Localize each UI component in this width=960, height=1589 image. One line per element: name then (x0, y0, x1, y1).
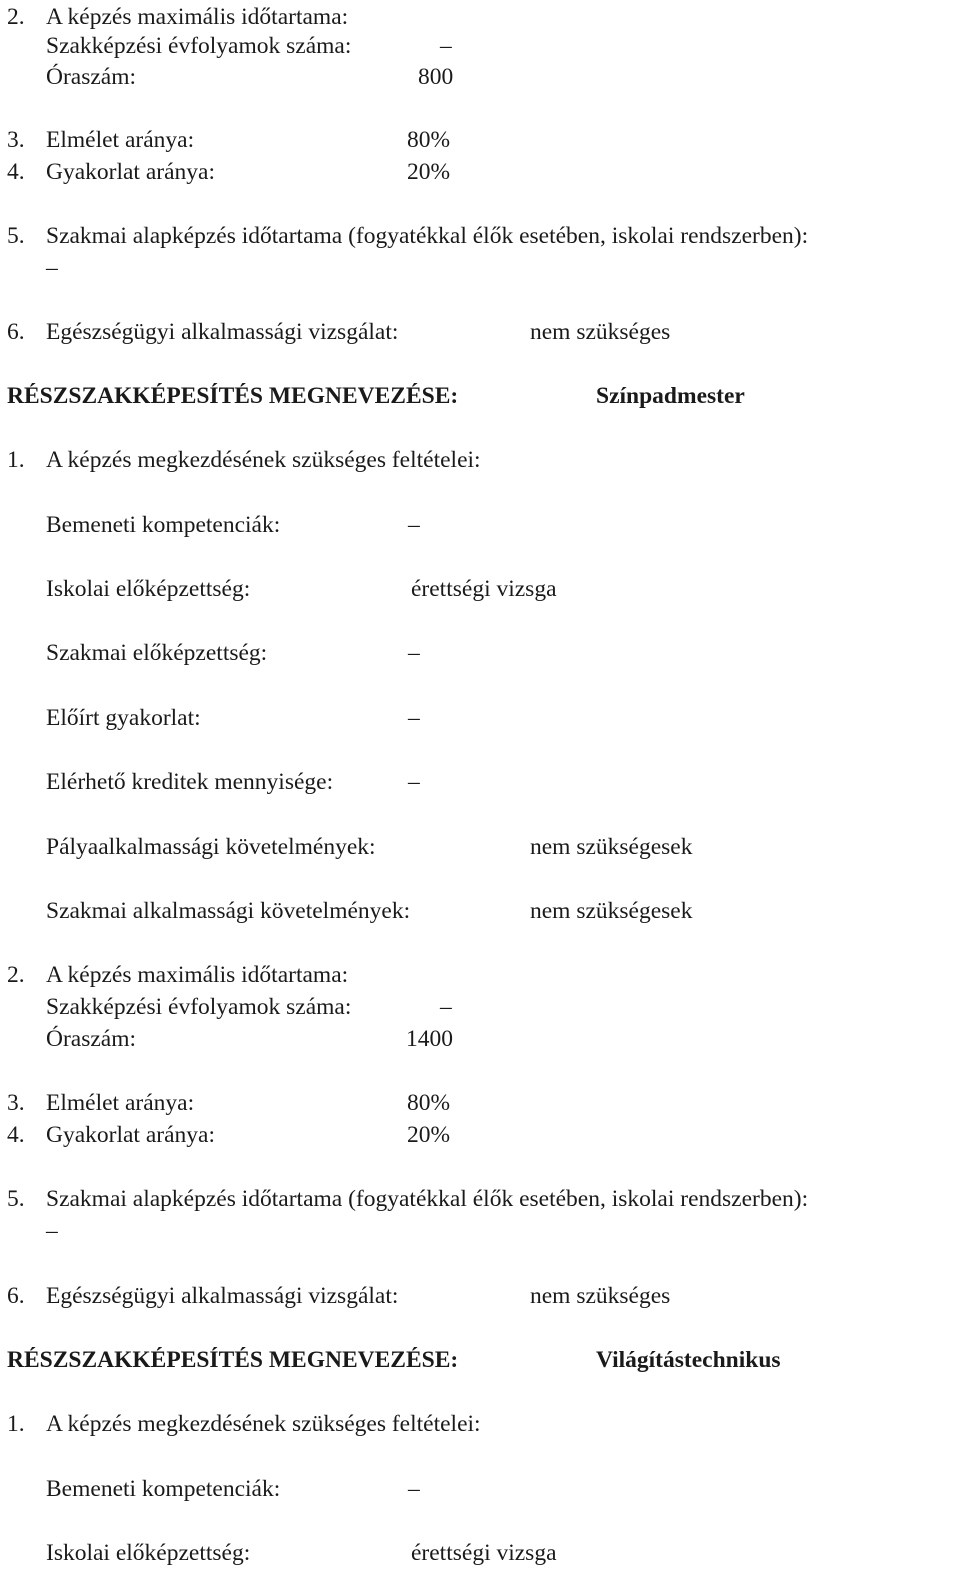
basic-training-value: – (46, 1218, 58, 1244)
input-competencies-value: – (408, 512, 420, 538)
grades-label: Szakképzési évfolyamok száma: (46, 994, 352, 1020)
theory-value: 80% (407, 1090, 451, 1116)
career-aptitude-value: nem szükségesek (530, 834, 693, 860)
basic-training-label: Szakmai alapképzés időtartama (fogyatékkal élők esetében, iskolai rendszerben): (46, 1186, 809, 1212)
input-competencies-label: Bemeneti kompetenciák: (46, 1476, 281, 1502)
item-number: 1. (7, 1411, 25, 1437)
input-competencies-value: – (408, 1476, 420, 1502)
school-education-value: érettségi vizsga (411, 1540, 557, 1566)
item-number: 4. (7, 1122, 25, 1148)
qualification-name: Világítástechnikus (596, 1347, 781, 1373)
item-number: 3. (7, 127, 25, 153)
basic-training-value: – (46, 255, 58, 281)
grades-value: – (440, 33, 452, 59)
max-duration-label: A képzés maximális időtartama: (46, 962, 349, 988)
professional-education-label: Szakmai előképzettség: (46, 640, 268, 666)
basic-training-label: Szakmai alapképzés időtartama (fogyatékkal élők esetében, iskolai rendszerben): (46, 223, 809, 249)
theory-label: Elmélet aránya: (46, 127, 195, 153)
professional-aptitude-value: nem szükségesek (530, 898, 693, 924)
item-number: 2. (7, 4, 25, 30)
professional-aptitude-label: Szakmai alkalmassági követelmények: (46, 898, 411, 924)
item-number: 6. (7, 1283, 25, 1309)
qualification-name: Színpadmester (596, 383, 745, 409)
health-check-label: Egészségügyi alkalmassági vizsgálat: (46, 319, 399, 345)
school-education-value: érettségi vizsga (411, 576, 557, 602)
practice-value: 20% (407, 159, 451, 185)
section-heading: RÉSZSZAKKÉPESÍTÉS MEGNEVEZÉSE: (7, 383, 459, 409)
item-number: 1. (7, 447, 25, 473)
theory-value: 80% (407, 127, 451, 153)
school-education-label: Iskolai előképzettség: (46, 576, 251, 602)
hours-value: 1400 (406, 1026, 453, 1052)
practice-value: 20% (407, 1122, 451, 1148)
health-check-label: Egészségügyi alkalmassági vizsgálat: (46, 1283, 399, 1309)
prerequisites-label: A képzés megkezdésének szükséges feltételei: (46, 1411, 481, 1437)
professional-education-value: – (408, 640, 420, 666)
practice-label: Gyakorlat aránya: (46, 1122, 215, 1148)
health-check-value: nem szükséges (530, 319, 671, 345)
item-number: 2. (7, 962, 25, 988)
item-number: 3. (7, 1090, 25, 1116)
grades-value: – (440, 994, 452, 1020)
hours-label: Óraszám: (46, 64, 137, 90)
section-heading: RÉSZSZAKKÉPESÍTÉS MEGNEVEZÉSE: (7, 1347, 459, 1373)
credits-value: – (408, 769, 420, 795)
required-practice-value: – (408, 705, 420, 731)
input-competencies-label: Bemeneti kompetenciák: (46, 512, 281, 538)
required-practice-label: Előírt gyakorlat: (46, 705, 201, 731)
practice-label: Gyakorlat aránya: (46, 159, 215, 185)
hours-value: 800 (418, 64, 454, 90)
career-aptitude-label: Pályaalkalmassági követelmények: (46, 834, 376, 860)
health-check-value: nem szükséges (530, 1283, 671, 1309)
item-number: 5. (7, 223, 25, 249)
credits-label: Elérhető kreditek mennyisége: (46, 769, 334, 795)
max-duration-label: A képzés maximális időtartama: (46, 4, 349, 30)
item-number: 4. (7, 159, 25, 185)
grades-label: Szakképzési évfolyamok száma: (46, 33, 352, 59)
item-number: 5. (7, 1186, 25, 1212)
theory-label: Elmélet aránya: (46, 1090, 195, 1116)
school-education-label: Iskolai előképzettség: (46, 1540, 251, 1566)
item-number: 6. (7, 319, 25, 345)
hours-label: Óraszám: (46, 1026, 137, 1052)
prerequisites-label: A képzés megkezdésének szükséges feltételei: (46, 447, 481, 473)
